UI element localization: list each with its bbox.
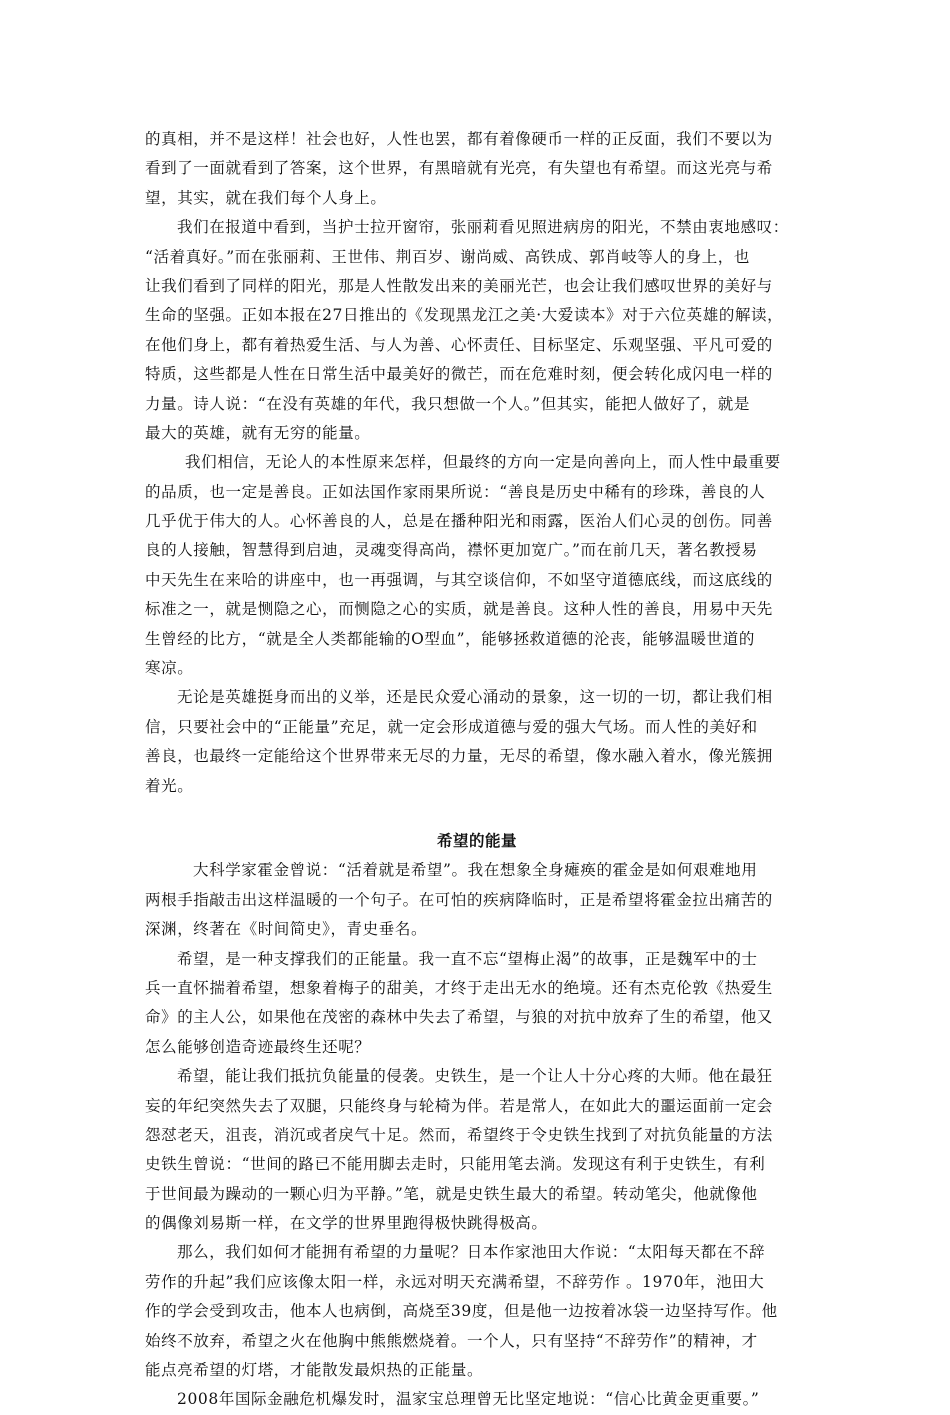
text-line: 兵一直怀揣着希望，想象着梅子的甜美，才终于走出无水的绝境。还有杰克伦敦《热爱生: [145, 978, 773, 997]
text-line: 良的人接触，智慧得到启迪，灵魂变得高尚，襟怀更加宽广。”而在前几天，著名教授易: [145, 541, 758, 560]
text-line: 生命的坚强。正如本报在27日推出的《发现黑龙江之美·大爱读本》对于六位英雄的解读，: [145, 306, 784, 325]
paragraph-7: [145, 1062, 809, 1238]
text-line: 能点亮希望的灯塔，才能散发最炽热的正能量。: [145, 1361, 484, 1380]
paragraph-2: [145, 213, 809, 448]
text-line: 那么，我们如何才能拥有希望的力量呢？日本作家池田大作说：“太阳每天都在不辞: [177, 1243, 766, 1262]
text-line: 希望，能让我们抵抗负能量的侵袭。史铁生，是一个让人十分心疼的大师。他在最狂: [177, 1067, 773, 1086]
text-line: 最大的英雄，就有无穷的能量。: [145, 423, 371, 442]
text-line: 我们相信，无论人的本性原来怎样，但最终的方向一定是向善向上，而人性中最重要: [185, 453, 781, 472]
text-line: 寒凉。: [145, 659, 194, 678]
paragraph-8: [145, 1238, 809, 1385]
text-line: 2008年国际金融危机爆发时，温家宝总理曾无比坚定地说：“信心比黄金更重要。”: [177, 1390, 760, 1409]
text-line: 善良，也最终一定能给这个世界带来无尽的力量，无尽的希望，像水融入着水，像光簇拥: [145, 747, 773, 766]
text-line: 着光。: [145, 776, 194, 795]
text-line: 标准之一，就是恻隐之心，而恻隐之心的实质，就是善良。这种人性的善良，用易中天先: [145, 600, 773, 619]
text-line: 力量。诗人说：“在没有英雄的年代，我只想做一个人。”但其实，能把人做好了，就是: [145, 394, 751, 413]
text-line: 作的学会受到攻击，他本人也病倒，高烧至39度，但是他一边按着冰袋一边坚持写作。他: [145, 1302, 778, 1321]
text-line: 大科学家霍金曾说：“活着就是希望”。我在想象全身瘫痪的霍金是如何艰难地用: [193, 861, 758, 880]
text-line: 于世间最为躁动的一颗心归为平静。”笔，就是史铁生最大的希望。转动笔尖，他就像他: [145, 1184, 758, 1203]
text-line: 妄的年纪突然失去了双腿，只能终身与轮椅为伴。若是常人，在如此大的噩运面前一定会: [145, 1096, 773, 1115]
document-page: [145, 125, 809, 1415]
text-line: 无论是英雄挺身而出的义举，还是民众爱心涌动的景象，这一切的一切，都让我们相: [177, 688, 773, 707]
text-line: 我们在报道中看到，当护士拉开窗帘，张丽莉看见照进病房的阳光，不禁由衷地感叹：: [177, 218, 789, 237]
text-line: 特质，这些都是人性在日常生活中最美好的微芒，而在危难时刻，便会转化成闪电一样的: [145, 365, 773, 384]
text-line: 中天先生在来哈的讲座中，也一再强调，与其空谈信仰，不如坚守道德底线，而这底线的: [145, 570, 773, 589]
paragraph-5: [145, 856, 809, 944]
text-line: “活着真好。”而在张丽莉、王世伟、荆百岁、谢尚威、高铁成、郭肖岐等人的身上，也: [145, 247, 751, 266]
paragraph-6: [145, 945, 809, 1063]
text-line: 信，只要社会中的“正能量”充足，就一定会形成道德与爱的强大气场。而人性的美好和: [145, 717, 758, 736]
text-line: 命》的主人公，如果他在茂密的森林中失去了希望，与狼的对抗中放弃了生的希望，他又: [145, 1008, 773, 1027]
text-line: 生曾经的比方，“就是全人类都能输的O型血”，能够拯救道德的沦丧，能够温暖世道的: [145, 629, 755, 648]
text-line: 希望，是一种支撑我们的正能量。我一直不忘“望梅止渴”的故事，正是魏军中的士: [177, 949, 758, 968]
section-spacer: [145, 801, 809, 827]
text-line: 怨怼老天，沮丧，消沉或者戾气十足。然而，希望终于令史铁生找到了对抗负能量的方法: [145, 1125, 773, 1144]
text-line: 劳作的升起”我们应该像太阳一样，永远对明天充满希望，不辞劳作 。1970年，池田大: [145, 1272, 765, 1291]
text-line: 在他们身上，都有着热爱生活、与人为善、心怀责任、目标坚定、乐观坚强、平凡可爱的: [145, 335, 773, 354]
text-line: 深渊，终著在《时间简史》，青史垂名。: [145, 920, 428, 939]
text-line: 几乎优于伟大的人。心怀善良的人，总是在播种阳光和雨露，医治人们心灵的创伤。同善: [145, 512, 773, 531]
text-line: 的偶像刘易斯一样，在文学的世界里跑得极快跳得极高。: [145, 1214, 548, 1233]
paragraph-9: [145, 1385, 809, 1414]
text-line: 两根手指敲击出这样温暖的一个句子。在可怕的疾病降临时，正是希望将霍金拉出痛苦的: [145, 890, 773, 909]
paragraph-1: [145, 125, 809, 213]
text-line: 的品质，也一定是善良。正如法国作家雨果所说：“善良是历史中稀有的珍珠，善良的人: [145, 482, 766, 501]
text-line: 史铁生曾说：“世间的路已不能用脚去走时，只能用笔去淌。发现这有利于史铁生，有利: [145, 1155, 766, 1174]
paragraph-3: [145, 448, 809, 683]
paragraph-4: [145, 683, 809, 801]
text-line: 看到了一面就看到了答案，这个世界，有黑暗就有光亮，有失望也有希望。而这光亮与希: [145, 159, 773, 178]
section-title: 希望的能量: [436, 831, 517, 850]
text-line: 望，其实，就在我们每个人身上。: [145, 188, 387, 207]
text-line: 始终不放弃，希望之火在他胸中熊熊燃烧着。一个人，只有坚持“不辞劳作”的精神，才: [145, 1331, 758, 1350]
text-line: 怎么能够创造奇迹最终生还呢？: [145, 1037, 371, 1056]
text-line: 让我们看到了同样的阳光，那是人性散发出来的美丽光芒，也会让我们感叹世界的美好与: [145, 276, 773, 295]
text-line: 的真相，并不是这样！社会也好，人性也罢，都有着像硬币一样的正反面，我们不要以为: [145, 130, 773, 148]
